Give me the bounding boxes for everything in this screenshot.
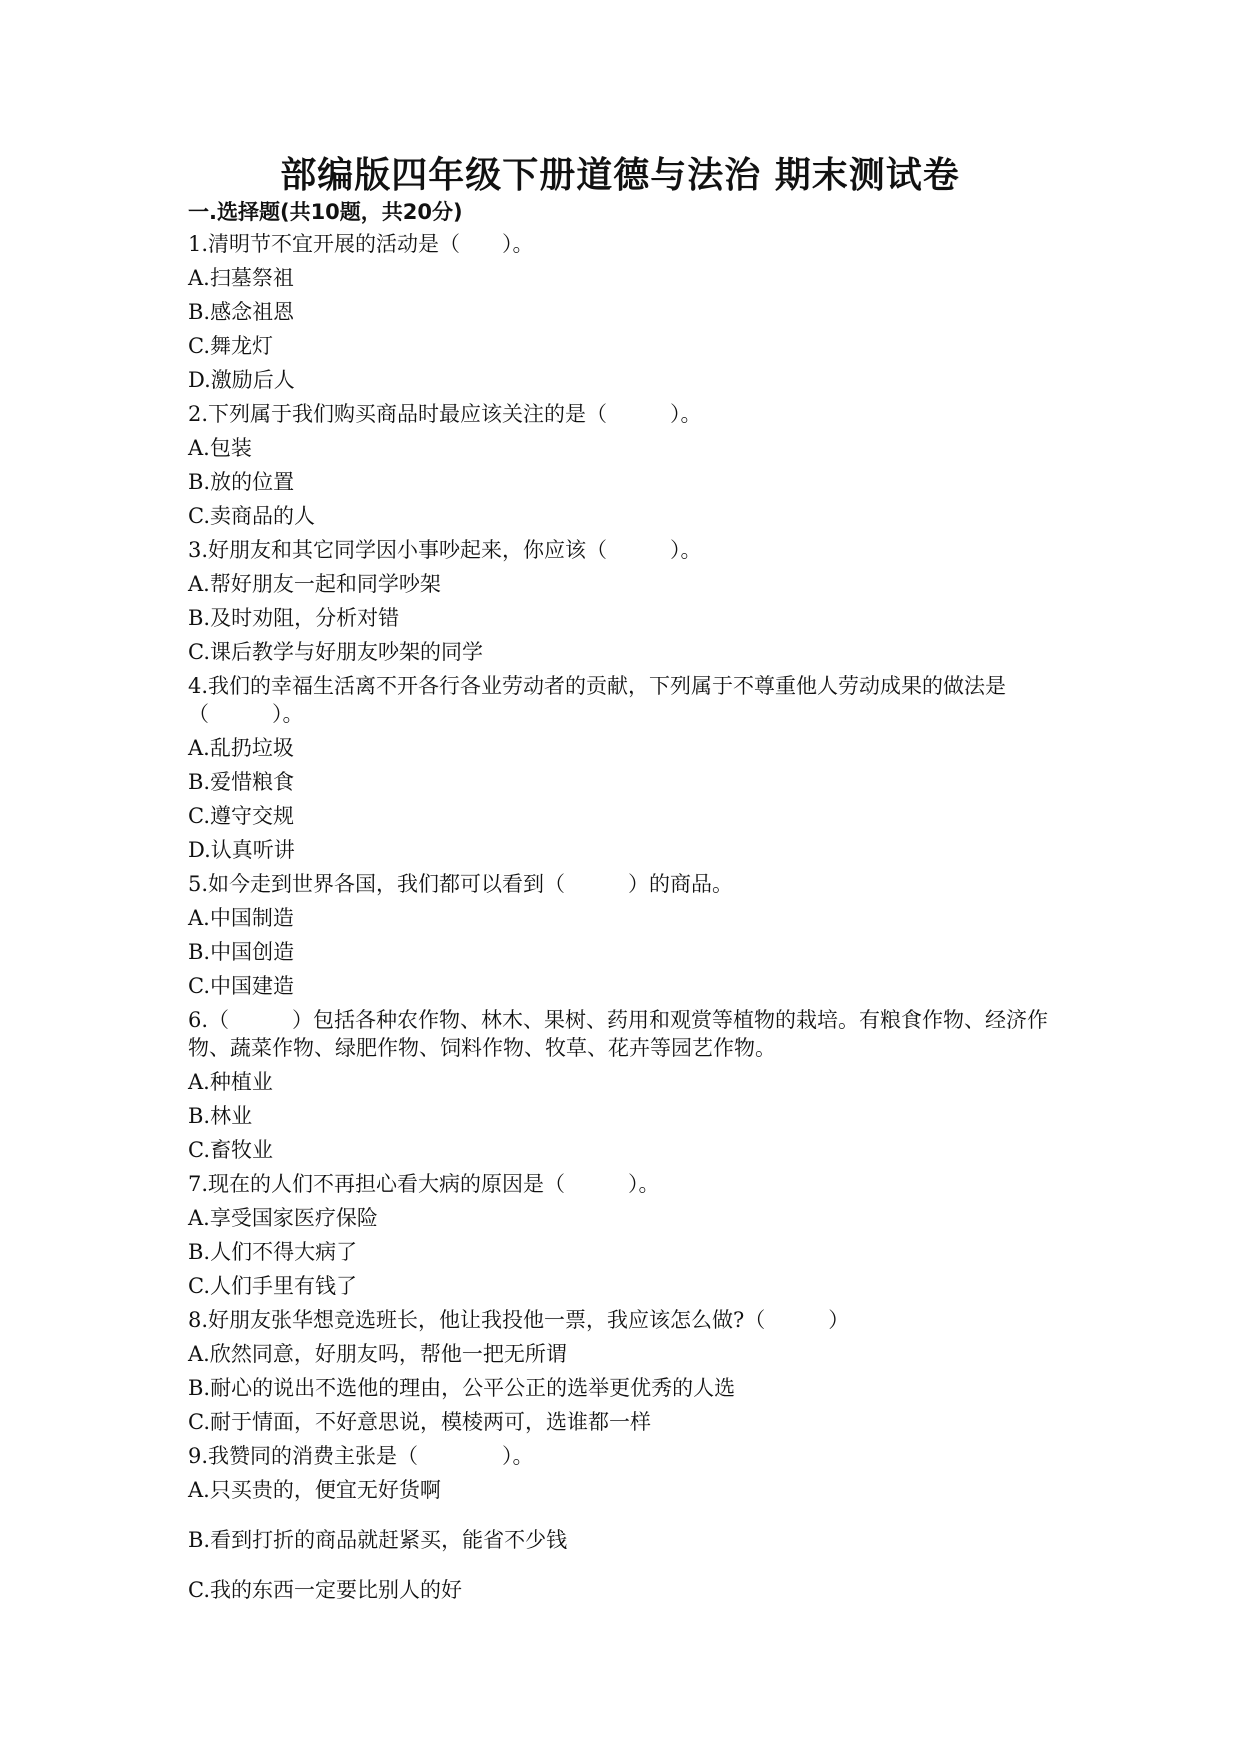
- question-5-option-a: A.中国制造: [188, 906, 294, 930]
- question-3-option-b: B.及时劝阻，分析对错: [188, 606, 400, 630]
- question-2-option-b: B.放的位置: [188, 470, 295, 494]
- page-title: 部编版四年级下册道德与法治 期末测试卷: [280, 155, 960, 196]
- question-2-stem: 2.下列属于我们购买商品时最应该关注的是（ ）。: [188, 402, 702, 426]
- question-3-option-a: A.帮好朋友一起和同学吵架: [188, 572, 441, 596]
- question-9-option-c: C.我的东西一定要比别人的好: [188, 1578, 462, 1602]
- question-8-option-b: B.耐心的说出不选他的理由，公平公正的选举更优秀的人选: [188, 1376, 736, 1400]
- question-7-stem: 7.现在的人们不再担心看大病的原因是（ ）。: [188, 1172, 660, 1196]
- question-3-stem: 3.好朋友和其它同学因小事吵起来，你应该（ ）。: [188, 538, 702, 562]
- question-4-option-c: C.遵守交规: [188, 804, 294, 828]
- question-1-option-b: B.感念祖恩: [188, 300, 295, 324]
- question-7-option-a: A.享受国家医疗保险: [188, 1206, 378, 1230]
- question-6-option-a: A.种植业: [188, 1070, 273, 1094]
- question-section: [188, 197, 1068, 1607]
- question-6-stem: 6.（ ）包括各种农作物、林木、果树、药用和观赏等植物的栽培。有粮食作物、经济作物、蔬菜作物、绿肥作物、饲料作物、牧草、花卉等园艺作物。: [188, 1008, 1049, 1060]
- question-6-option-c: C.畜牧业: [188, 1138, 273, 1162]
- question-4-stem: 4.我们的幸福生活离不开各行各业劳动者的贡献，下列属于不尊重他人劳动成果的做法是（ ）。: [188, 674, 1007, 726]
- question-1-option-a: A.扫墓祭祖: [188, 266, 294, 290]
- question-9-stem: 9.我赞同的消费主张是（ ）。: [188, 1444, 534, 1468]
- question-5-option-c: C.中国建造: [188, 974, 294, 998]
- question-1-option-c: C.舞龙灯: [188, 334, 273, 358]
- section-heading: 一.选择题(共10题，共20分): [188, 200, 463, 224]
- question-2-option-c: C.卖商品的人: [188, 504, 315, 528]
- question-2-option-a: A.包装: [188, 436, 252, 460]
- question-4-option-d: D.认真听讲: [188, 838, 295, 862]
- question-1-stem: 1.清明节不宜开展的活动是（ ）。: [188, 232, 534, 256]
- question-7-option-b: B.人们不得大病了: [188, 1240, 358, 1264]
- question-8-option-a: A.欣然同意，好朋友吗，帮他一把无所谓: [188, 1342, 567, 1366]
- question-1-option-d: D.激励后人: [188, 368, 295, 392]
- question-9-option-a: A.只买贵的，便宜无好货啊: [188, 1478, 441, 1502]
- question-5-stem: 5.如今走到世界各国，我们都可以看到（ ）的商品。: [188, 872, 734, 896]
- question-8-stem: 8.好朋友张华想竞选班长，他让我投他一票，我应该怎么做?（ ）: [188, 1308, 850, 1332]
- question-4-option-a: A.乱扔垃圾: [188, 736, 294, 760]
- question-7-option-c: C.人们手里有钱了: [188, 1274, 357, 1298]
- question-8-option-c: C.耐于情面，不好意思说，模棱两可，选谁都一样: [188, 1410, 651, 1434]
- question-5-option-b: B.中国创造: [188, 940, 295, 964]
- question-4-option-b: B.爱惜粮食: [188, 770, 295, 794]
- question-6-option-b: B.林业: [188, 1104, 253, 1128]
- question-3-option-c: C.课后教学与好朋友吵架的同学: [188, 640, 483, 664]
- question-9-option-b: B.看到打折的商品就赶紧买，能省不少钱: [188, 1528, 568, 1552]
